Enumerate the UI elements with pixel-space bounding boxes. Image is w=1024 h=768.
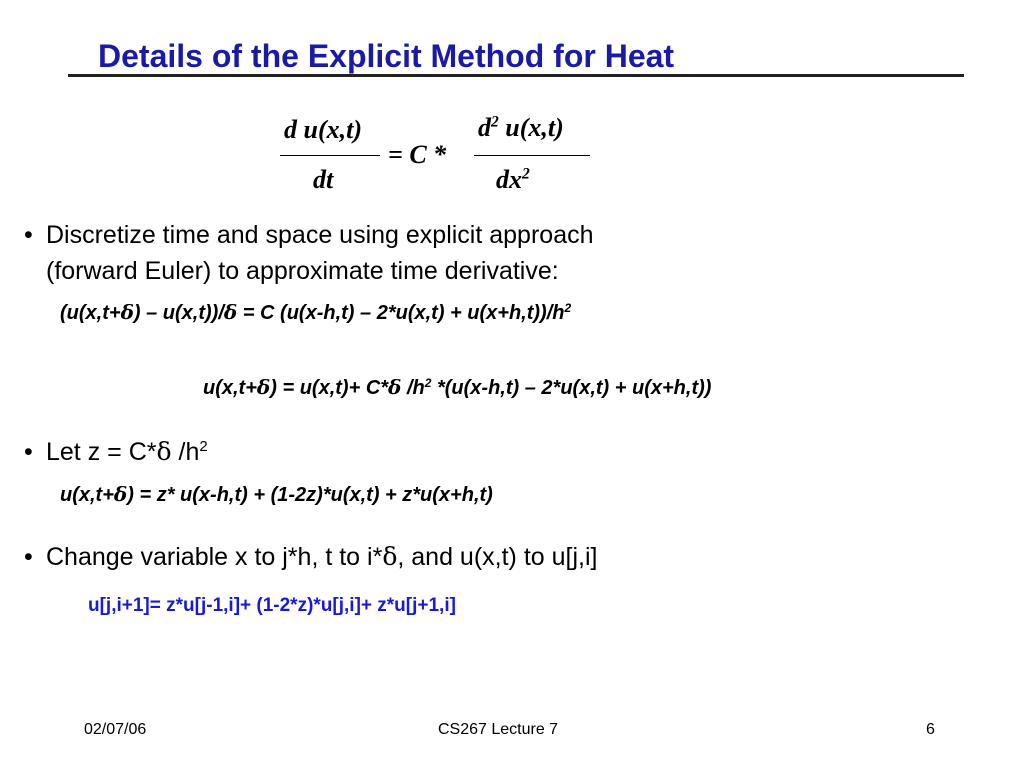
update-formula: u(x,t+δ) = u(x,t)+ C*δ $/h^2$ *(u(x-h,t) – 2*u(x,t) + u(x+h,t)) — [203, 375, 712, 399]
footer-date: 02/07/06 — [84, 721, 147, 738]
z-formula: u(x,t+δ) = z* u(x-h,t) + (1-2z)*u(x,t) + z*u(x+h,t) — [60, 482, 493, 506]
bullet-1-line-2: (forward Euler) to approximate time derivative: — [46, 257, 559, 285]
title-underline — [68, 74, 964, 77]
footer-course: CS267 Lecture 7 — [438, 721, 559, 738]
discretized-formula: (u(x,t+δ) – u(x,t))/δ = C $(u(x-h,t) - 2*u(x,t) + u(x+h,t))/h^2$ — [60, 300, 572, 324]
lhs-fraction-bar — [280, 155, 380, 156]
rhs-fraction-bar — [474, 155, 590, 156]
array-update-code: u[j,i+1]= z*u[j-1,i]+ (1-2*z)*u[j,i]+ z*u[j+1,i] — [88, 595, 456, 616]
footer-page-number: 6 — [926, 721, 935, 738]
bullet-2-marker: • — [24, 438, 33, 466]
bullet-3-marker: • — [24, 543, 33, 571]
rhs-numerator: $d^2$ u(x,t) — [478, 113, 564, 142]
equation-middle: = C * — [388, 140, 447, 169]
lhs-denominator: dt — [313, 165, 334, 194]
bullet-2-text: Let z = C*δ $/h^2$ — [46, 437, 208, 466]
bullet-1-marker: • — [24, 221, 33, 249]
slide-title: Details of the Explicit Method for Heat — [98, 38, 675, 74]
lhs-numerator: d u(x,t) — [284, 115, 362, 144]
rhs-denominator: $dx^2$ — [496, 165, 530, 194]
bullet-3-text: Change variable x to j*h, t to i*δ, and u(x,t) to u[j,i] — [46, 542, 598, 571]
bullet-1-line-1: Discretize time and space using explicit approach — [46, 221, 594, 249]
